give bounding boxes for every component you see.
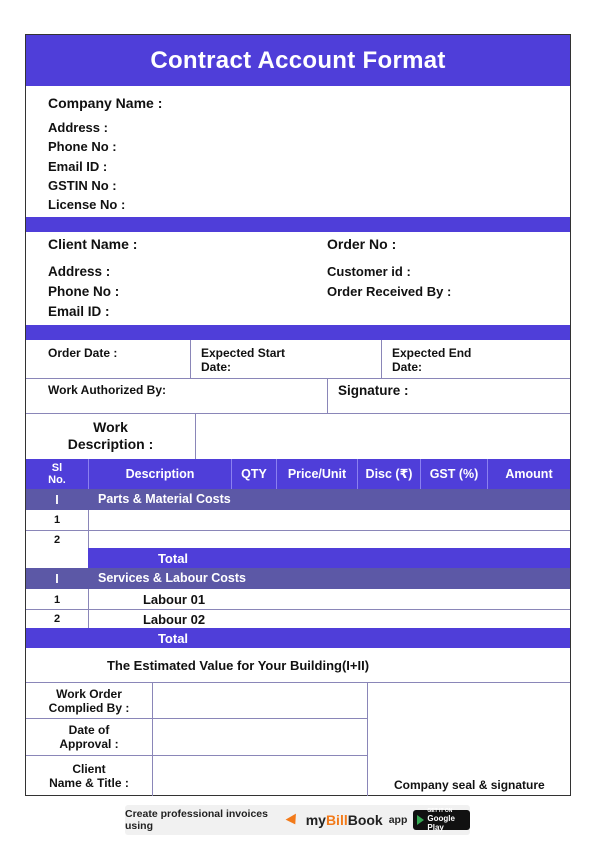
company-seal-label: Company seal & signature [394, 778, 545, 792]
section-services-num: I [55, 571, 59, 586]
google-play-text [427, 808, 470, 832]
expected-start-date-label [201, 346, 285, 374]
grid-line [367, 683, 368, 796]
client-address-label: Address : [48, 264, 111, 279]
footer-text: Create professional invoices using [125, 808, 268, 832]
work-description-label [26, 414, 195, 458]
table-row-num: 1 [53, 593, 61, 606]
client-email-label: Email ID : [48, 304, 110, 319]
expected-start-line1: Expected Start [201, 346, 286, 360]
client-name-title-label [26, 756, 152, 796]
work-desc-line2: Description : [67, 436, 154, 452]
section-services-title: Services & Labour Costs [98, 571, 246, 585]
total-label-2: Total [157, 630, 189, 646]
table-row-desc: Labour 02 [142, 611, 206, 627]
complied-by-label [26, 683, 152, 718]
company-phone-label: Phone No : [48, 139, 117, 154]
approval-date-label [26, 719, 152, 755]
table-row-num: 2 [53, 613, 61, 625]
divider-bar [26, 217, 570, 232]
customer-id-label: Customer id : [327, 264, 411, 279]
header-amount: Amount [505, 467, 553, 481]
divider-bar [26, 325, 570, 340]
grid-line [26, 530, 570, 531]
client-line2: Name & Title : [49, 776, 129, 790]
header-sl-no [26, 459, 88, 489]
company-address-label: Address : [48, 120, 108, 135]
order-received-label: Order Received By : [327, 284, 452, 299]
section-services-row [26, 568, 570, 589]
section-parts-num: I [55, 492, 59, 507]
client-line1: Client [72, 762, 106, 776]
contract-sheet [25, 34, 571, 796]
order-date-label: Order Date : [48, 346, 118, 360]
header-gst: GST (%) [429, 467, 479, 481]
brand-suffix: Book [347, 812, 383, 828]
expected-end-line1: Expected End [392, 346, 472, 360]
header-disc: Disc (₹) [365, 467, 413, 481]
expected-end-date-label [392, 346, 471, 374]
section-parts-title: Parts & Material Costs [98, 492, 231, 506]
footer-badge[interactable] [125, 805, 470, 835]
work-authorized-label: Work Authorized By: [48, 383, 167, 397]
header-sl-line2: No. [48, 474, 66, 486]
expected-end-line2: Date: [392, 360, 423, 374]
grid-line [327, 378, 328, 413]
grid-line [88, 589, 89, 628]
table-row-desc: Labour 01 [142, 592, 206, 607]
mybillbook-logo-icon [285, 813, 300, 827]
grid-line [190, 340, 191, 378]
table-row-num: 2 [53, 534, 61, 546]
signature-label: Signature : [338, 383, 409, 398]
total-label-1: Total [157, 550, 189, 566]
play-line1: GET IT ON [427, 808, 453, 814]
brand-bill: Bill [325, 812, 348, 828]
company-name-label: Company Name : [48, 95, 163, 111]
grid-line [26, 378, 570, 379]
work-desc-line1: Work [93, 419, 128, 435]
company-email-label: Email ID : [48, 159, 108, 174]
header-sl-line1: Sl [51, 462, 63, 474]
play-line2: Google Play [427, 814, 455, 832]
table-row-num: 1 [53, 514, 61, 526]
grid-line [195, 413, 196, 459]
order-no-label: Order No : [327, 236, 397, 252]
approval-line1: Date of [68, 723, 110, 737]
google-play-badge[interactable] [413, 810, 470, 830]
grid-line [381, 340, 382, 378]
brand-name [306, 812, 383, 828]
expected-start-line2: Date: [201, 360, 232, 374]
footer-app-text: app [388, 814, 408, 826]
client-name-label: Client Name : [48, 236, 138, 252]
header-price: Price/Unit [287, 467, 347, 481]
page-title: Contract Account Format [26, 35, 570, 86]
grid-line [152, 683, 153, 796]
company-gstin-label: GSTIN No : [48, 178, 117, 193]
estimated-value-label: The Estimated Value for Your Building(I+II) [106, 658, 370, 673]
google-play-icon [417, 815, 424, 825]
client-phone-label: Phone No : [48, 284, 120, 299]
header-description: Description [125, 467, 195, 481]
header-qty: QTY [241, 467, 267, 481]
grid-line [88, 510, 89, 548]
approval-line2: Approval : [59, 737, 119, 751]
company-license-label: License No : [48, 197, 126, 212]
brand-prefix: my [305, 812, 326, 828]
complied-line2: Complied By : [48, 700, 130, 715]
complied-line1: Work Order [56, 686, 122, 701]
section-parts-row [26, 489, 570, 510]
